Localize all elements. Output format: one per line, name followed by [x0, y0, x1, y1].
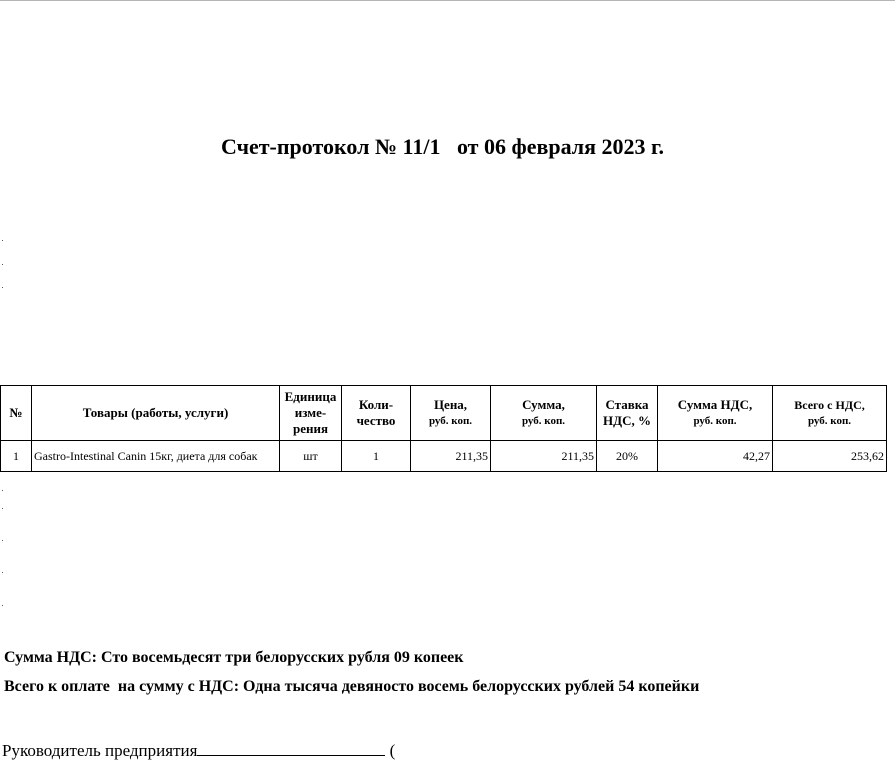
cell-total: 253,62	[773, 441, 887, 472]
header-vat-sum: Сумма НДС, руб. коп.	[658, 386, 773, 441]
cell-vat-rate: 20%	[597, 441, 658, 472]
margin-dot	[2, 240, 3, 241]
header-price: Цена, руб. коп.	[411, 386, 491, 441]
cell-sum: 211,35	[491, 441, 597, 472]
header-total: Всего с НДС, руб. коп.	[773, 386, 887, 441]
cell-unit: шт	[280, 441, 342, 472]
vat-amount-words: Сумма НДС: Сто восемьдесят три белорусских рубля 09 копеек	[4, 649, 464, 666]
cell-price: 211,35	[411, 441, 491, 472]
table-row	[1, 441, 887, 472]
margin-dot	[2, 605, 3, 606]
margin-dot	[2, 264, 3, 265]
header-unit: Единица изме- рения	[280, 386, 342, 441]
cell-vat-sum: 42,27	[658, 441, 773, 472]
header-qty: Коли- чество	[342, 386, 411, 441]
signature-blank	[197, 741, 385, 756]
signature-label: Руководитель предприятия	[2, 741, 198, 760]
cell-goods: Gastro-Intestinal Canin 15кг, диета для собак	[32, 441, 280, 472]
margin-dot	[2, 508, 3, 509]
page-top-border	[0, 0, 895, 1]
header-sum: Сумма, руб. коп.	[491, 386, 597, 441]
cell-qty: 1	[342, 441, 411, 472]
signature-line	[2, 741, 395, 761]
document-title: Счет-протокол № 11/1 от 06 февраля 2023 г.	[220, 134, 665, 159]
goods-table	[0, 385, 887, 472]
cell-num: 1	[1, 441, 32, 472]
margin-dot	[2, 287, 3, 288]
header-num: №	[1, 386, 32, 441]
signature-paren: (	[385, 741, 396, 760]
margin-dot	[2, 572, 3, 573]
margin-dot	[2, 490, 3, 491]
total-amount-words: Всего к оплате на сумму с НДС: Одна тысяча девяносто восемь белорусских рублей 54 копейки	[4, 678, 700, 695]
header-goods: Товары (работы, услуги)	[32, 386, 280, 441]
header-vat-rate: Ставка НДС, %	[597, 386, 658, 441]
margin-dot	[2, 540, 3, 541]
table-header-row	[1, 386, 887, 441]
